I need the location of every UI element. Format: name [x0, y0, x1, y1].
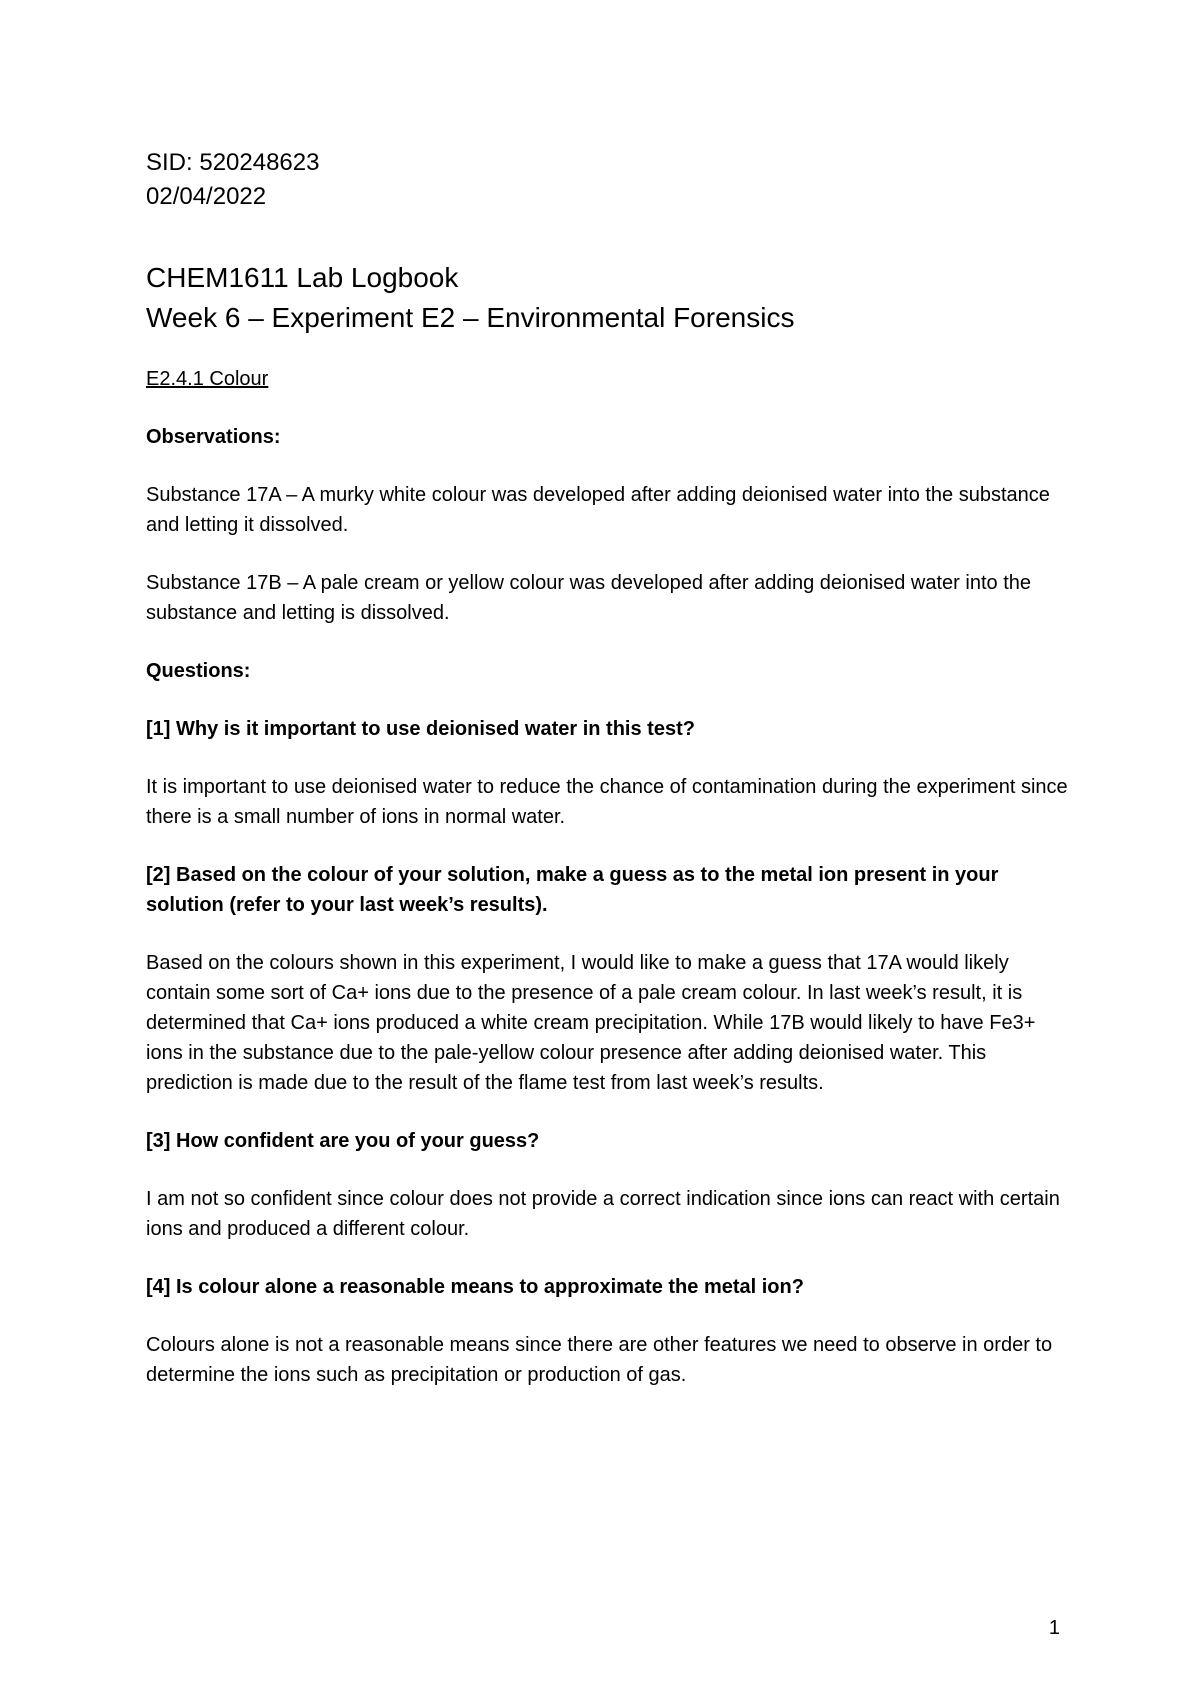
title-block: [146, 258, 1076, 338]
answer-4: Colours alone is not a reasonable means since there are other features we need to observe in order to determine the ions such as precipitation or production of gas.: [146, 1334, 1053, 1386]
student-id: SID: 520248623: [146, 149, 320, 176]
observation-17b: Substance 17B – A pale cream or yellow colour was developed after adding deionised water into the substance and letting is dissolved.: [146, 572, 1031, 624]
answer-1: It is important to use deionised water to reduce the chance of contamination during the experiment since there is a small number of ions in normal water.: [146, 776, 1068, 828]
observation-17a: Substance 17A – A murky white colour was developed after adding deionised water into the substance and letting it dissolved.: [146, 484, 1050, 536]
observations-label: Observations:: [146, 426, 281, 448]
page-number: 1: [1048, 1617, 1060, 1639]
question-1: [1] Why is it important to use deionised water in this test?: [146, 718, 695, 740]
document-title: CHEM1611 Lab Logbook: [146, 262, 459, 293]
page-content: [146, 146, 1076, 1390]
question-2: [2] Based on the colour of your solution, make a guess as to the metal ion present in your solution (refer to your last week’s results).: [146, 864, 999, 916]
section-heading: E2.4.1 Colour: [146, 368, 269, 390]
document-date: 02/04/2022: [146, 183, 267, 210]
question-4: [4] Is colour alone a reasonable means to approximate the metal ion?: [146, 1276, 804, 1298]
questions-label: Questions:: [146, 660, 251, 682]
document-subtitle: Week 6 – Experiment E2 – Environmental Forensics: [146, 302, 795, 333]
question-3: [3] How confident are you of your guess?: [146, 1130, 540, 1152]
answer-2: Based on the colours shown in this experiment, I would like to make a guess that 17A would likely contain some sort of Ca+ ions due to the presence of a pale cream colour. In last week’s result, it is determined that Ca+ ions produced a white cream precipitation. While 17B would likely to have Fe3+ ions in the substance due to the pale-yellow colour presence after adding deionised water. This prediction is made due to the result of the flame test from last week’s results.: [146, 952, 1036, 1094]
answer-3: I am not so confident since colour does not provide a correct indication since ions can react with certain ions and produced a different colour.: [146, 1188, 1060, 1240]
